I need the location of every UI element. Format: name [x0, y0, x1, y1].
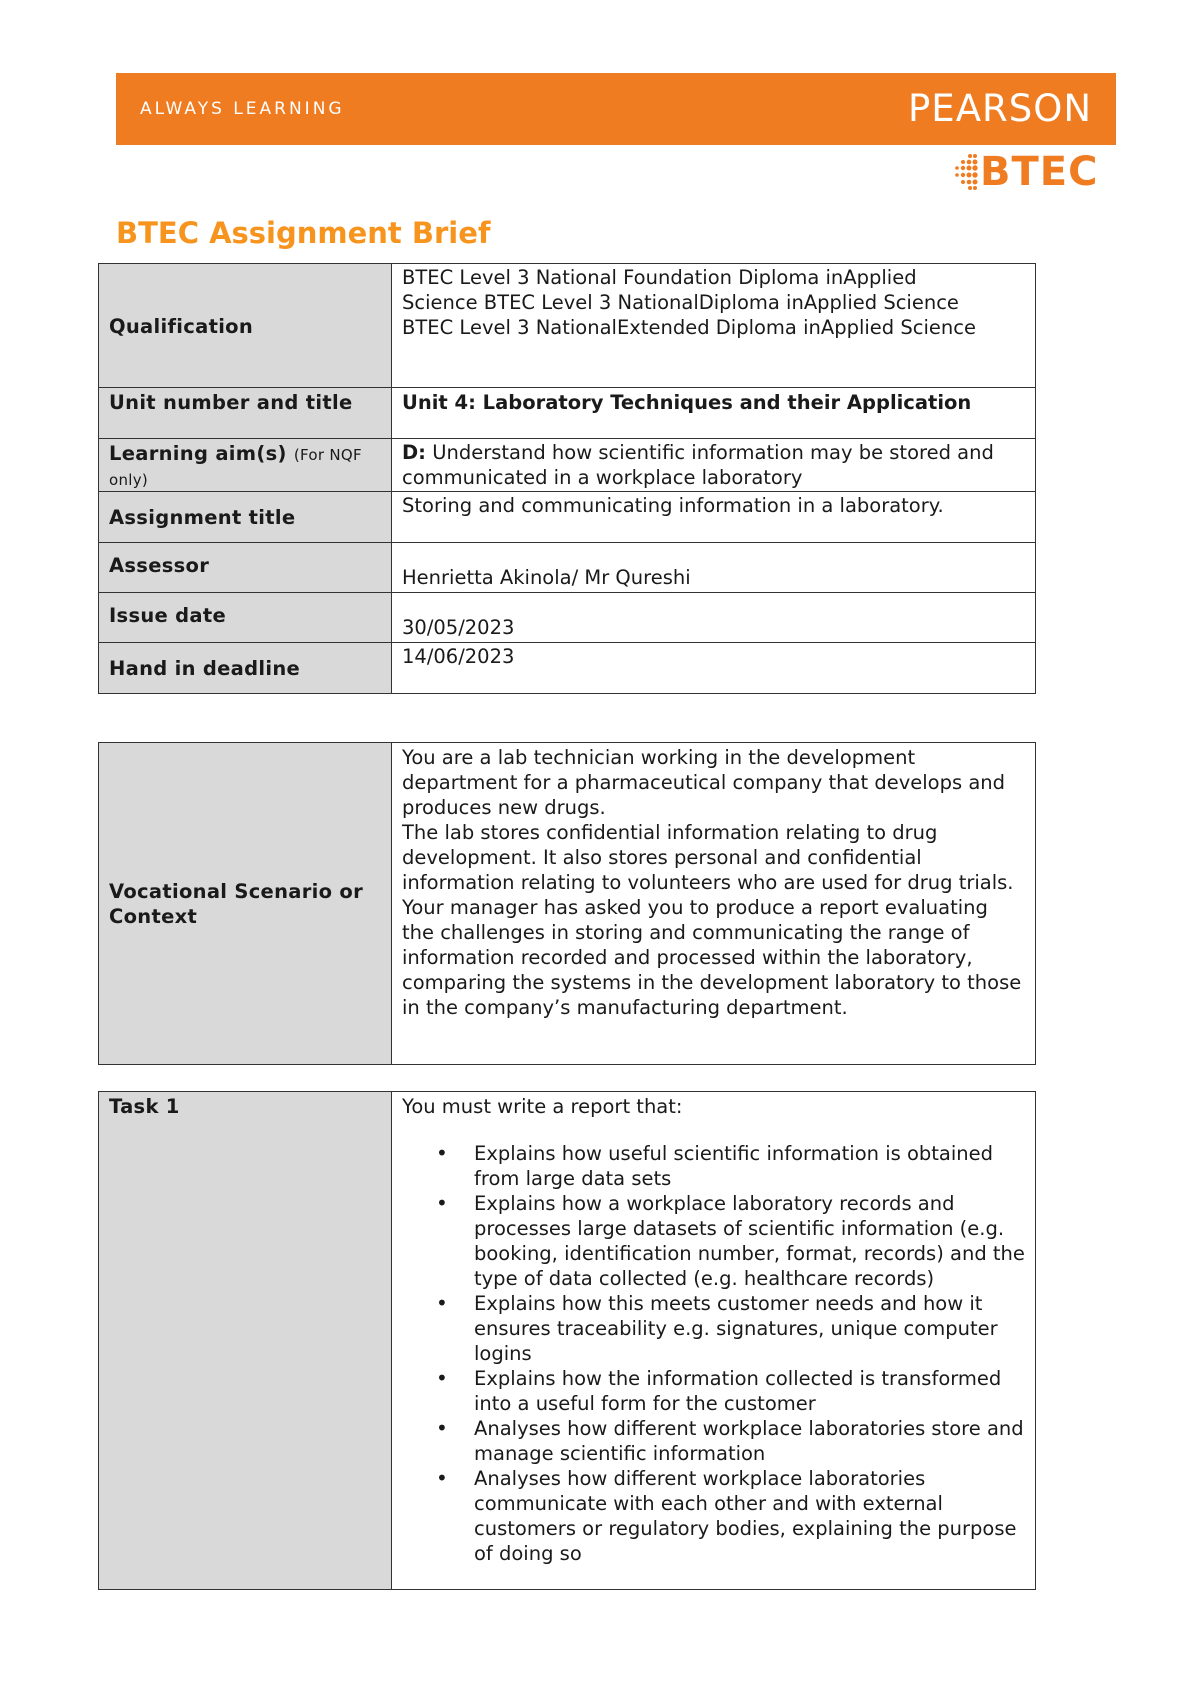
learning-aim-note: (For NQF only) [109, 446, 362, 489]
qualification-value [392, 264, 1036, 388]
qualification-line: BTEC Level 3 National Foundation Diploma inApplied [402, 266, 917, 289]
assignment-title-label: Assignment title [99, 492, 392, 543]
scenario-label: Vocational Scenario or Context [99, 743, 392, 1065]
btec-logo [948, 148, 1098, 196]
assignment-title-value: Storing and communicating information in a laboratory. [392, 492, 1036, 543]
tagline: ALWAYS LEARNING [140, 99, 345, 119]
table-row [99, 388, 1036, 439]
scenario-paragraph: You are a lab technician working in the development department for a pharmaceutical company that develops and produces new drugs. [402, 746, 1006, 819]
table-row [99, 264, 1036, 388]
qualification-line: BTEC Level 3 NationalExtended Diploma inApplied Science [402, 316, 976, 339]
table-row [99, 643, 1036, 694]
assessor-value: Henrietta Akinola/ Mr Qureshi [392, 543, 1036, 593]
learning-aim-code: D: [402, 441, 426, 464]
table-row [99, 593, 1036, 643]
table-row [99, 743, 1036, 1065]
scenario-paragraph: Your manager has asked you to produce a report evaluating the challenges in storing and communicating the range of information recorded and processed within the laboratory, comparing the systems in the development laboratory to those in the company’s manufacturing department. [402, 896, 1022, 1019]
details-table [98, 263, 1036, 694]
list-item: • Explains how a workplace laboratory records and processes large datasets of scientific information (e.g. booking, identification number, format, records) and the type of data collected (e.g. healthcare records) [474, 1191, 1025, 1291]
table-row [99, 1092, 1036, 1590]
task-table [98, 1091, 1036, 1590]
learning-aim-value [392, 439, 1036, 492]
task-value [392, 1092, 1036, 1590]
header-banner [116, 73, 1116, 145]
list-item: • Explains how useful scientific information is obtained from large data sets [474, 1141, 1025, 1191]
list-item: • Analyses how different workplace laboratories store and manage scientific information [474, 1416, 1025, 1466]
btec-logo-text: BTEC [980, 149, 1099, 195]
issue-date-label: Issue date [99, 593, 392, 643]
task-bullet-list [402, 1141, 1025, 1566]
btec-dots-icon [948, 152, 978, 192]
learning-aim-text: Understand how scientific information may be stored and communicated in a workplace laboratory [402, 441, 994, 489]
deadline-value: 14/06/2023 [392, 643, 1036, 694]
qualification-label: Qualification [99, 264, 392, 388]
list-item: • Explains how the information collected is transformed into a useful form for the customer [474, 1366, 1025, 1416]
list-item: • Explains how this meets customer needs and how it ensures traceability e.g. signatures, unique computer logins [474, 1291, 1025, 1366]
scenario-paragraph: The lab stores confidential information relating to drug development. It also stores personal and confidential information relating to volunteers who are used for drug trials. [402, 821, 1014, 894]
task-intro: You must write a report that: [402, 1095, 683, 1118]
assessor-label: Assessor [99, 543, 392, 593]
table-row [99, 492, 1036, 543]
list-item: • Analyses how different workplace laboratories communicate with each other and with external customers or regulatory bodies, explaining the purpose of doing so [474, 1466, 1025, 1566]
task-label: Task 1 [99, 1092, 392, 1590]
scenario-table [98, 742, 1036, 1065]
page-title: BTEC Assignment Brief [116, 216, 491, 250]
learning-aim-label-text: Learning aim(s) [109, 442, 287, 465]
scenario-value [392, 743, 1036, 1065]
brand-logo-text: PEARSON [908, 87, 1092, 130]
table-row [99, 439, 1036, 492]
unit-label: Unit number and title [99, 388, 392, 439]
deadline-label: Hand in deadline [99, 643, 392, 694]
unit-value: Unit 4: Laboratory Techniques and their Application [392, 388, 1036, 439]
table-row [99, 543, 1036, 593]
issue-date-value: 30/05/2023 [392, 593, 1036, 643]
qualification-line: Science BTEC Level 3 NationalDiploma inApplied Science [402, 291, 959, 314]
learning-aim-label [99, 439, 392, 492]
